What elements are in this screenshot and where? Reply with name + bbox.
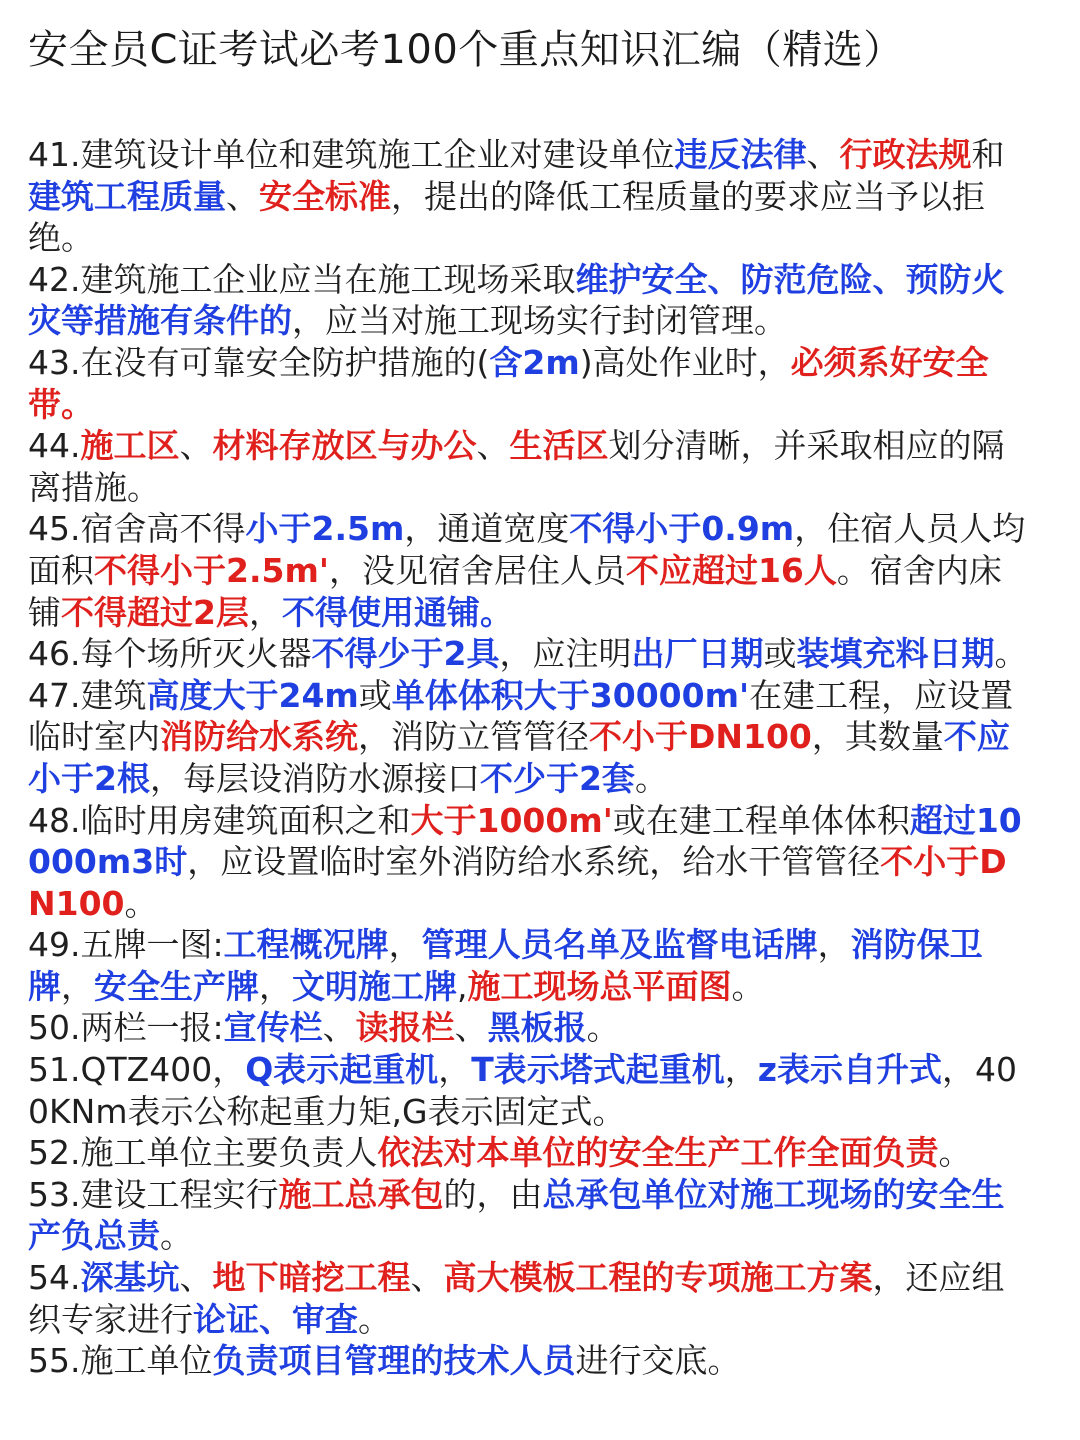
item-text: 、 (322, 1008, 356, 1048)
item-text: 。 (160, 1216, 193, 1256)
highlight-text: 不少于2套 (479, 758, 635, 798)
item-text: 或 (358, 675, 392, 715)
item-text: 。 (358, 1299, 391, 1339)
knowledge-list (28, 134, 1034, 1382)
item-text: 54. (28, 1258, 81, 1298)
item-text: 。宿舍内床铺 (28, 550, 1002, 632)
highlight-text: 安全生产牌 (94, 966, 259, 1006)
item-text: 53.建设工程实行 (28, 1174, 279, 1214)
item-text: 。 (124, 883, 158, 923)
highlight-text: 出厂日期 (631, 634, 764, 674)
highlight-text: 生活区 (509, 426, 609, 466)
highlight-text: 负责项目管理的技术人员 (212, 1341, 576, 1381)
highlight-text: 含2m (489, 342, 580, 382)
item-text: 、 (410, 1258, 444, 1298)
list-item (28, 508, 1034, 633)
item-text: ， (438, 1050, 472, 1090)
item-text: 。 (586, 1008, 620, 1048)
item-text: 45.宿舍高不得 (28, 509, 246, 549)
item-text: ，通道宽度 (404, 509, 570, 549)
item-text: 52.施工单位主要负责人 (28, 1133, 378, 1173)
list-item (28, 800, 1034, 925)
item-text: ，其数量 (811, 717, 944, 757)
item-text: 43.在没有可靠安全防护措施的( (28, 342, 490, 382)
highlight-text: 不小于DN100 (589, 717, 812, 757)
highlight-text: 超过10000m3时 (28, 800, 1022, 882)
list-item (28, 1007, 1034, 1049)
highlight-text: 消防给水系统 (160, 717, 358, 757)
item-text: 55.施工单位 (28, 1341, 213, 1381)
item-text: 48.临时用房建筑面积之和 (28, 800, 411, 840)
item-text: 、 (454, 1008, 488, 1048)
highlight-text: 总承包单位对施工现场的安全生产负总责 (28, 1174, 1005, 1256)
item-text: ，没见宿舍居住人员 (328, 550, 626, 590)
highlight-text: 施工区 (80, 426, 180, 466)
item-text: ，应注明 (499, 634, 632, 674)
highlight-text: 不小于DN100 (28, 842, 1007, 923)
highlight-text: 不得超过2层 (61, 592, 249, 632)
list-item (28, 675, 1034, 800)
highlight-text: 深基坑 (80, 1258, 180, 1298)
item-text: 的，由 (443, 1174, 543, 1214)
item-text: , (457, 966, 468, 1006)
item-text: 、 (226, 176, 259, 216)
highlight-text: 消防保卫牌 (28, 925, 983, 1006)
highlight-text: 违反法律 (674, 135, 807, 174)
item-text: 50.两栏一报: (28, 1008, 224, 1048)
highlight-text: 小于2.5m (245, 509, 405, 549)
list-item (28, 1174, 1034, 1257)
highlight-text: 管理人员名单及监督电话牌 (421, 925, 818, 965)
item-text: ，消防立管管径 (358, 717, 589, 757)
item-text: 或 (763, 634, 797, 674)
item-text: ，400KNm表示公称起重力矩,G表示固定式。 (28, 1050, 1018, 1131)
item-text: ，住宿人员人均面积 (28, 509, 1026, 590)
highlight-text: 依法对本单位的安全生产工作全面负责 (377, 1133, 939, 1173)
highlight-text: 工程概况牌 (223, 925, 389, 965)
item-text: ， (388, 925, 422, 965)
item-text: ，应当对施工现场实行封闭管理。 (292, 301, 787, 341)
item-text: ， (259, 966, 292, 1006)
highlight-text: 地下暗挖工程 (212, 1258, 411, 1298)
highlight-text: 单体体积大于30000m' (391, 675, 750, 715)
item-text: 、 (179, 1258, 213, 1298)
highlight-text: 施工现场总平面图 (467, 966, 732, 1006)
highlight-text: 不得小于0.9m (569, 509, 795, 549)
item-text: 、 (179, 426, 213, 466)
item-text: 进行交底。 (575, 1341, 741, 1381)
highlight-text: 安全标准 (259, 176, 391, 216)
item-text: ，每层设消防水源接口 (149, 758, 480, 798)
list-item (28, 1132, 1034, 1174)
highlight-text: 大于1000m' (410, 800, 613, 840)
item-text: 和 (971, 135, 1005, 174)
item-text: 。 (938, 1133, 972, 1173)
item-text: ， (61, 966, 94, 1006)
highlight-text: 不应超过16人 (625, 550, 837, 590)
item-text: 划分清晰，并采取相应的隔离措施。 (28, 426, 1005, 507)
list-item (28, 924, 1034, 1007)
highlight-text: 装填充料日期 (796, 634, 995, 674)
highlight-text: 行政法规 (839, 135, 972, 174)
item-text: 、 (476, 426, 510, 466)
highlight-text: 维护安全、防范危险、预防火灾等措施有条件的 (28, 259, 1005, 341)
item-text: 49.五牌一图: (28, 925, 224, 965)
item-text: ，还应组织专家进行 (28, 1258, 1005, 1339)
highlight-text: 读报栏 (355, 1008, 455, 1048)
highlight-text: 材料存放区与办公 (212, 426, 477, 466)
item-text: 42.建筑施工企业应当在施工现场采取 (28, 259, 576, 299)
list-item (28, 342, 1034, 425)
highlight-text: T表示塔式起重机 (471, 1050, 725, 1090)
item-text: ， (724, 1050, 758, 1090)
highlight-text: 必须系好安全带。 (28, 342, 989, 424)
item-text: 、 (806, 135, 840, 174)
highlight-text: 不得使用通铺。 (281, 592, 513, 632)
list-item (28, 259, 1034, 342)
list-item (28, 1257, 1034, 1340)
highlight-text: 建筑工程质量 (28, 176, 226, 216)
item-text: 。 (994, 634, 1028, 674)
highlight-text: z表示自升式 (757, 1050, 943, 1090)
list-item (28, 134, 1034, 259)
highlight-text: 宣传栏 (223, 1008, 323, 1048)
item-text: 。 (731, 966, 765, 1006)
item-text: 47.建筑 (28, 675, 147, 715)
list-item (28, 1049, 1034, 1132)
page-title: 安全员C证考试必考100个重点知识汇编（精选） (28, 27, 904, 73)
item-text: 46.每个场所灭火器 (28, 634, 312, 674)
list-item (28, 425, 1034, 508)
highlight-text: Q表示起重机 (245, 1050, 439, 1090)
item-text: ，提出的降低工程质量的要求应当予以拒绝。 (28, 176, 985, 258)
item-text: ， (817, 925, 851, 965)
highlight-text: 高大模板工程的专项施工方案 (443, 1258, 873, 1298)
highlight-text: 高度大于24m (146, 675, 359, 715)
item-text: 在建工程，应设置临时室内 (28, 675, 1014, 757)
item-text: )高处作业时， (579, 342, 791, 382)
item-text: ， (248, 592, 282, 632)
list-item (28, 1340, 1034, 1382)
highlight-text: 不得小于2.5m' (94, 550, 329, 590)
list-item (28, 633, 1034, 675)
item-text: 。 (634, 758, 668, 798)
highlight-text: 不得少于2具 (311, 634, 500, 674)
item-text: 41.建筑设计单位和建筑施工企业对建设单位 (28, 135, 675, 174)
item-text: ，应设置临时室外消防给水系统，给水干管管径 (187, 842, 881, 882)
highlight-text: 施工总承包 (278, 1174, 444, 1214)
highlight-text: 论证、审查 (193, 1299, 358, 1339)
highlight-text: 不应小于2根 (28, 717, 1010, 798)
highlight-text: 黑板报 (487, 1008, 587, 1048)
item-text: 或在建工程单体体积 (612, 800, 910, 840)
item-text: 51.QTZ400， (28, 1050, 246, 1090)
highlight-text: 文明施工牌 (292, 966, 457, 1006)
item-text: 44. (28, 426, 81, 466)
